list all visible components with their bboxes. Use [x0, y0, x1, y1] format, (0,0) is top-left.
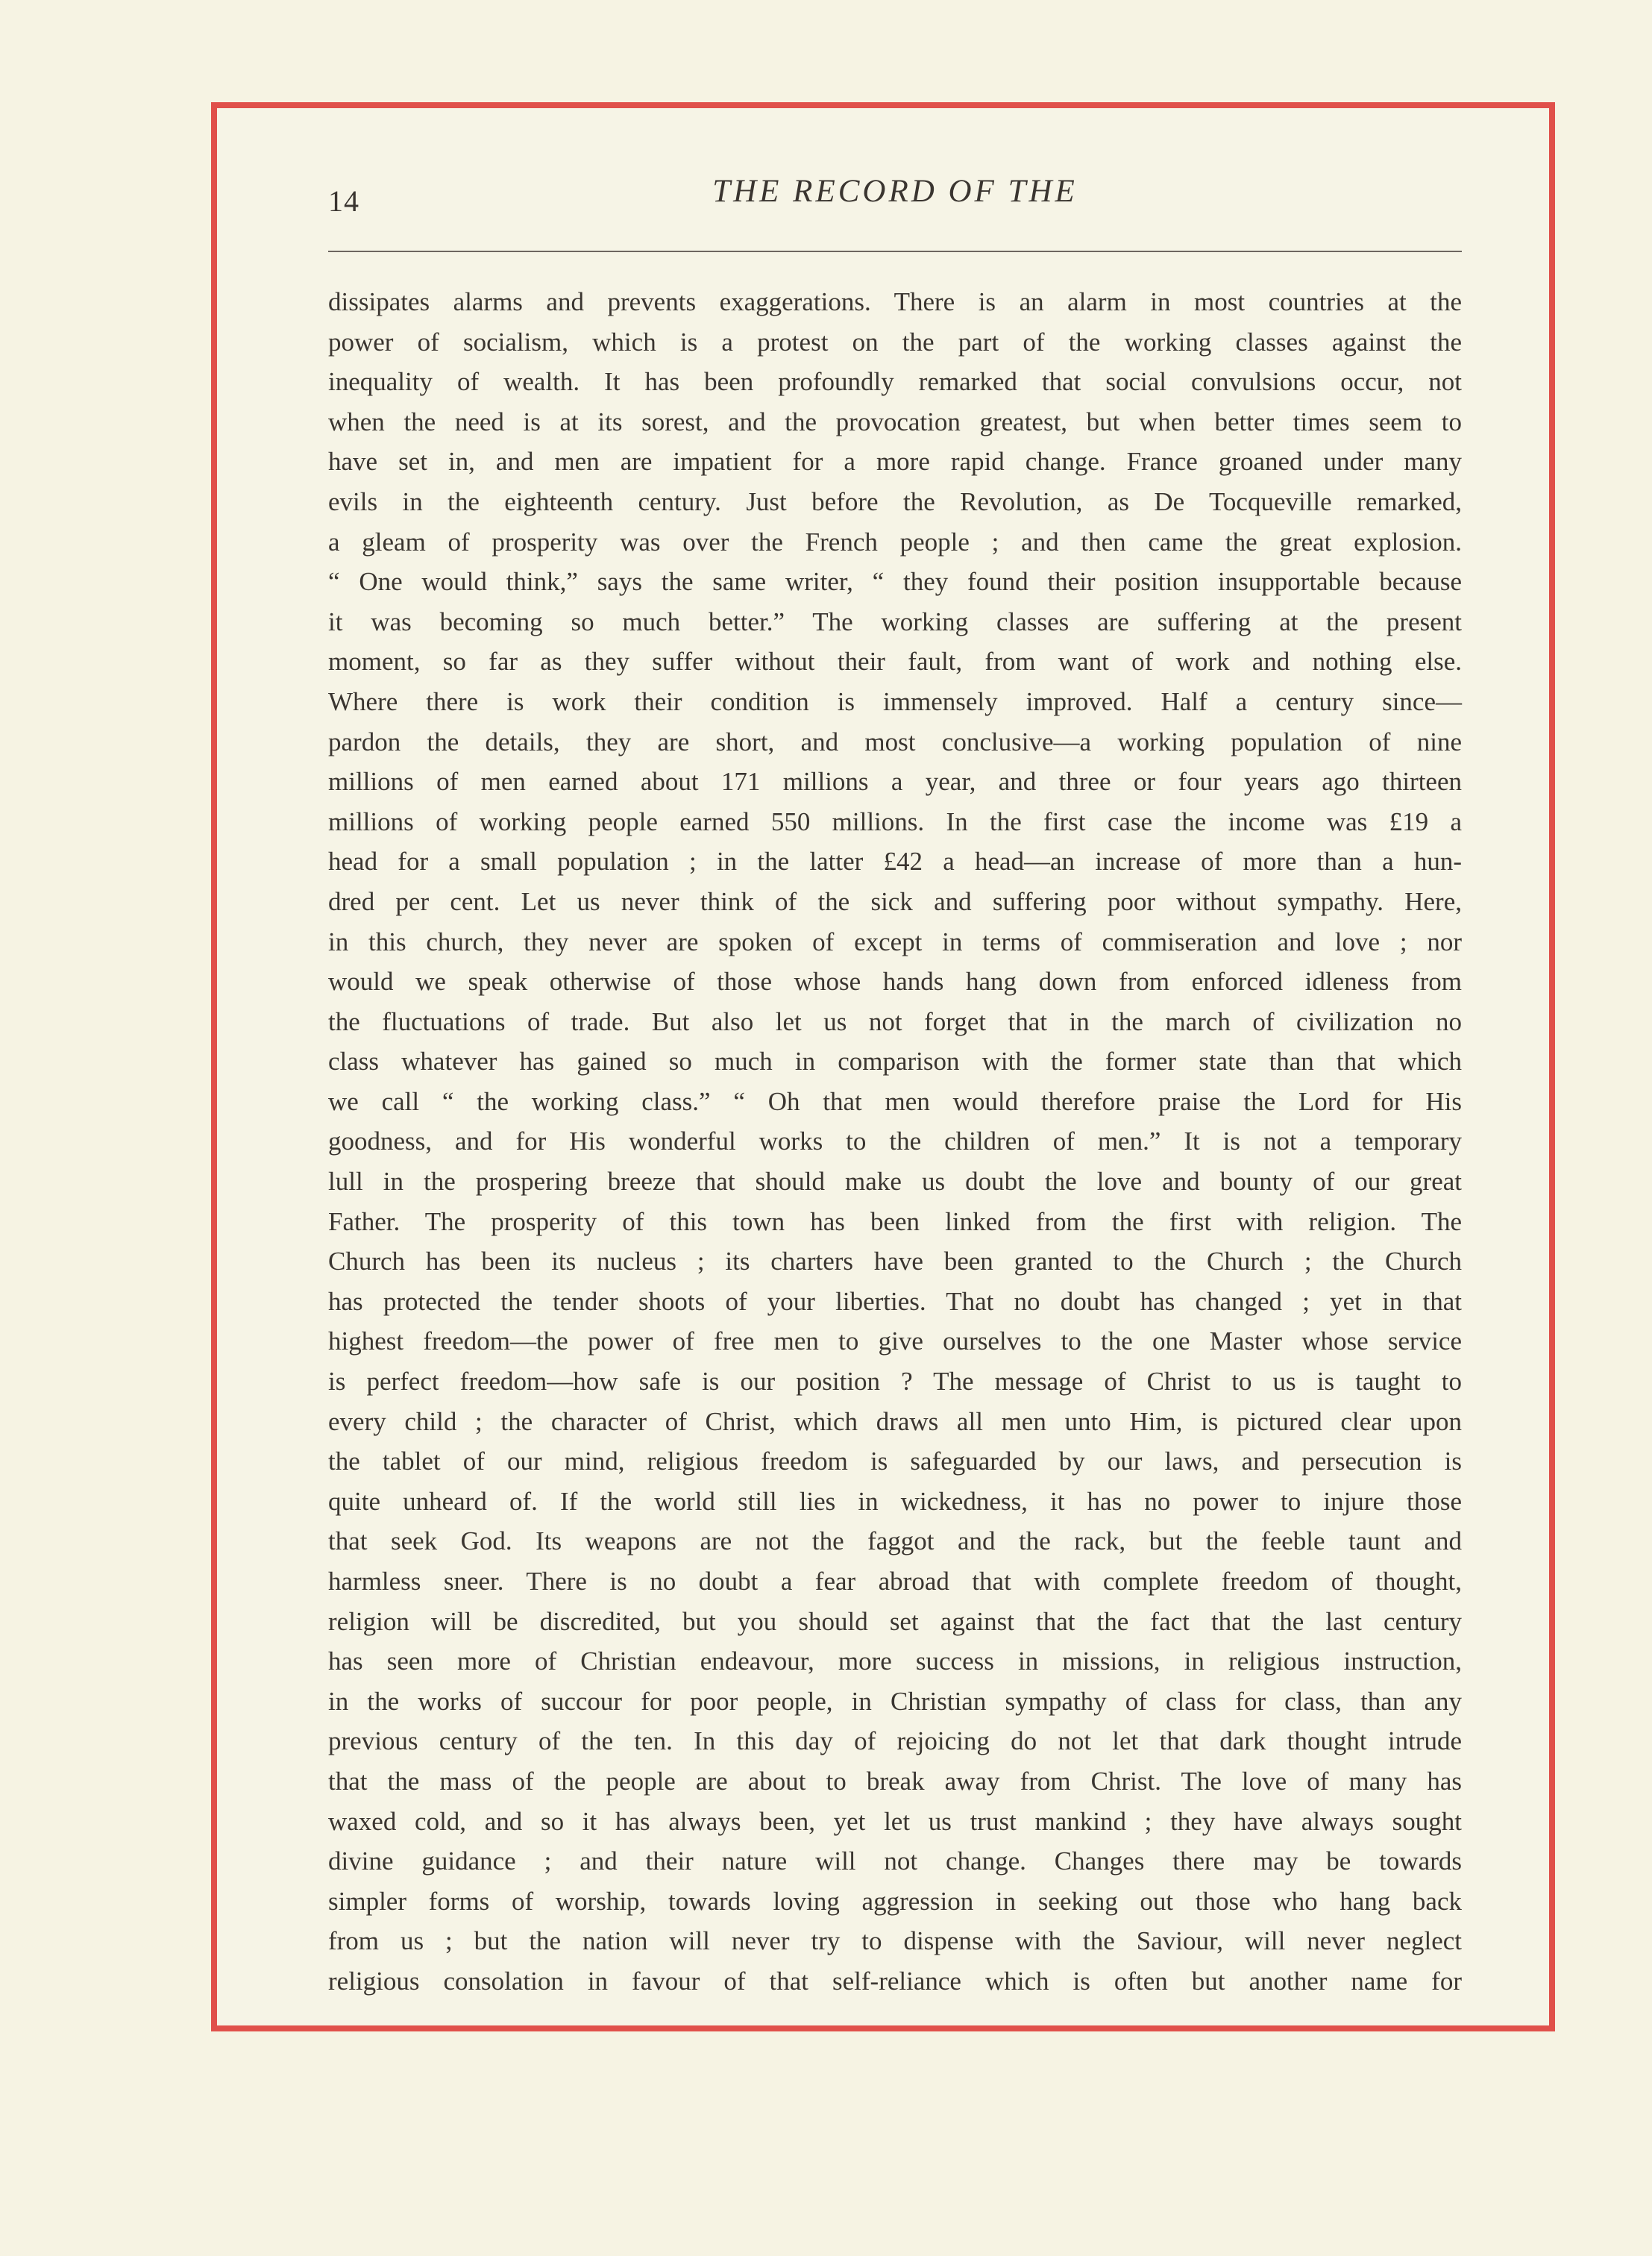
text-line: divine guidance ; and their nature will not change. Changes there may be towards — [328, 1846, 1462, 1876]
text-line: “ One would think,” says the same writer, “ they found their position insupportable because — [328, 567, 1462, 597]
body-text — [328, 282, 1462, 2002]
text-line: that the mass of the people are about to break away from Christ. The love of many has — [328, 1766, 1462, 1796]
running-head — [328, 164, 1462, 224]
text-line: waxed cold, and so it has always been, yet let us trust mankind ; they have always sought — [328, 1806, 1462, 1836]
header-rule — [328, 251, 1462, 252]
text-line: goodness, and for His wonderful works to the children of men.” It is not a temporary — [328, 1127, 1462, 1156]
text-line: religious consolation in favour of that self-reliance which is often but another name for — [328, 1966, 1462, 1996]
text-line: a gleam of prosperity was over the French people ; and then came the great explosion. — [328, 527, 1462, 557]
text-line: it was becoming so much better.” The working classes are suffering at the present — [328, 607, 1462, 636]
text-line: Church has been its nucleus ; its charters have been granted to the Church ; the Church — [328, 1247, 1462, 1276]
text-line: millions of men earned about 171 millions a year, and three or four years ago thirteen — [328, 767, 1462, 797]
text-line: inequality of wealth. It has been profoundly remarked that social convulsions occur, not — [328, 367, 1462, 397]
text-line: in this church, they never are spoken of except in terms of commiseration and love ; nor — [328, 927, 1462, 956]
text-line: head for a small population ; in the latter £42 a head—an increase of more than a hun- — [328, 847, 1462, 877]
text-line: the fluctuations of trade. But also let us not forget that in the march of civilization no — [328, 1006, 1462, 1036]
page-number: 14 — [328, 184, 359, 218]
text-line: when the need is at its sorest, and the provocation greatest, but when better times seem to — [328, 407, 1462, 436]
text-line: highest freedom—the power of free men to give ourselves to the one Master whose service — [328, 1326, 1462, 1356]
text-line: is perfect freedom—how safe is our position ? The message of Christ to us is taught to — [328, 1367, 1462, 1397]
text-line: pardon the details, they are short, and most conclusive—a working population of nine — [328, 727, 1462, 756]
text-line: quite unheard of. If the world still lies in wickedness, it has no power to injure those — [328, 1486, 1462, 1516]
text-line: in the works of succour for poor people, in Christian sympathy of class for class, than any — [328, 1686, 1462, 1716]
text-line: dred per cent. Let us never think of the sick and suffering poor without sympathy. Here, — [328, 886, 1462, 916]
text-line: the tablet of our mind, religious freedom is safeguarded by our laws, and persecution is — [328, 1447, 1462, 1476]
text-line: has seen more of Christian endeavour, more success in missions, in religious instruction, — [328, 1646, 1462, 1676]
text-line: class whatever has gained so much in comparison with the former state than that which — [328, 1047, 1462, 1077]
text-line: dissipates alarms and prevents exaggerations. There is an alarm in most countries at the — [328, 287, 1462, 316]
text-line: we call “ the working class.” “ Oh that men would therefore praise the Lord for His — [328, 1086, 1462, 1116]
text-line: every child ; the character of Christ, which draws all men unto Him, is pictured clear upon — [328, 1406, 1462, 1436]
text-line: simpler forms of worship, towards loving aggression in seeking out those who hang back — [328, 1886, 1462, 1916]
text-line: evils in the eighteenth century. Just before the Revolution, as De Tocqueville remarked, — [328, 486, 1462, 516]
text-line: millions of working people earned 550 millions. In the first case the income was £19 a — [328, 806, 1462, 836]
text-line: would we speak otherwise of those whose hands hang down from enforced idleness from — [328, 967, 1462, 997]
text-line: has protected the tender shoots of your liberties. That no doubt has changed ; yet in that — [328, 1286, 1462, 1316]
text-line: Where there is work their condition is immensely improved. Half a century since— — [328, 686, 1462, 716]
text-line: moment, so far as they suffer without their fault, from want of work and nothing else. — [328, 647, 1462, 677]
text-line: Father. The prosperity of this town has been linked from the first with religion. The — [328, 1206, 1462, 1236]
text-line: from us ; but the nation will never try to dispense with the Saviour, will never neglect — [328, 1926, 1462, 1956]
text-line: previous century of the ten. In this day of rejoicing do not let that dark thought intrude — [328, 1726, 1462, 1756]
text-line: religion will be discredited, but you should set against that the fact that the last century — [328, 1606, 1462, 1636]
text-line: power of socialism, which is a protest on the part of the working classes against the — [328, 327, 1462, 357]
text-line: lull in the prospering breeze that should make us doubt the love and bounty of our great — [328, 1167, 1462, 1197]
running-title: THE RECORD OF THE — [712, 174, 1078, 209]
text-line: harmless sneer. There is no doubt a fear abroad that with complete freedom of thought, — [328, 1567, 1462, 1596]
text-line: that seek God. Its weapons are not the faggot and the rack, but the feeble taunt and — [328, 1526, 1462, 1556]
text-line: have set in, and men are impatient for a more rapid change. France groaned under many — [328, 447, 1462, 477]
